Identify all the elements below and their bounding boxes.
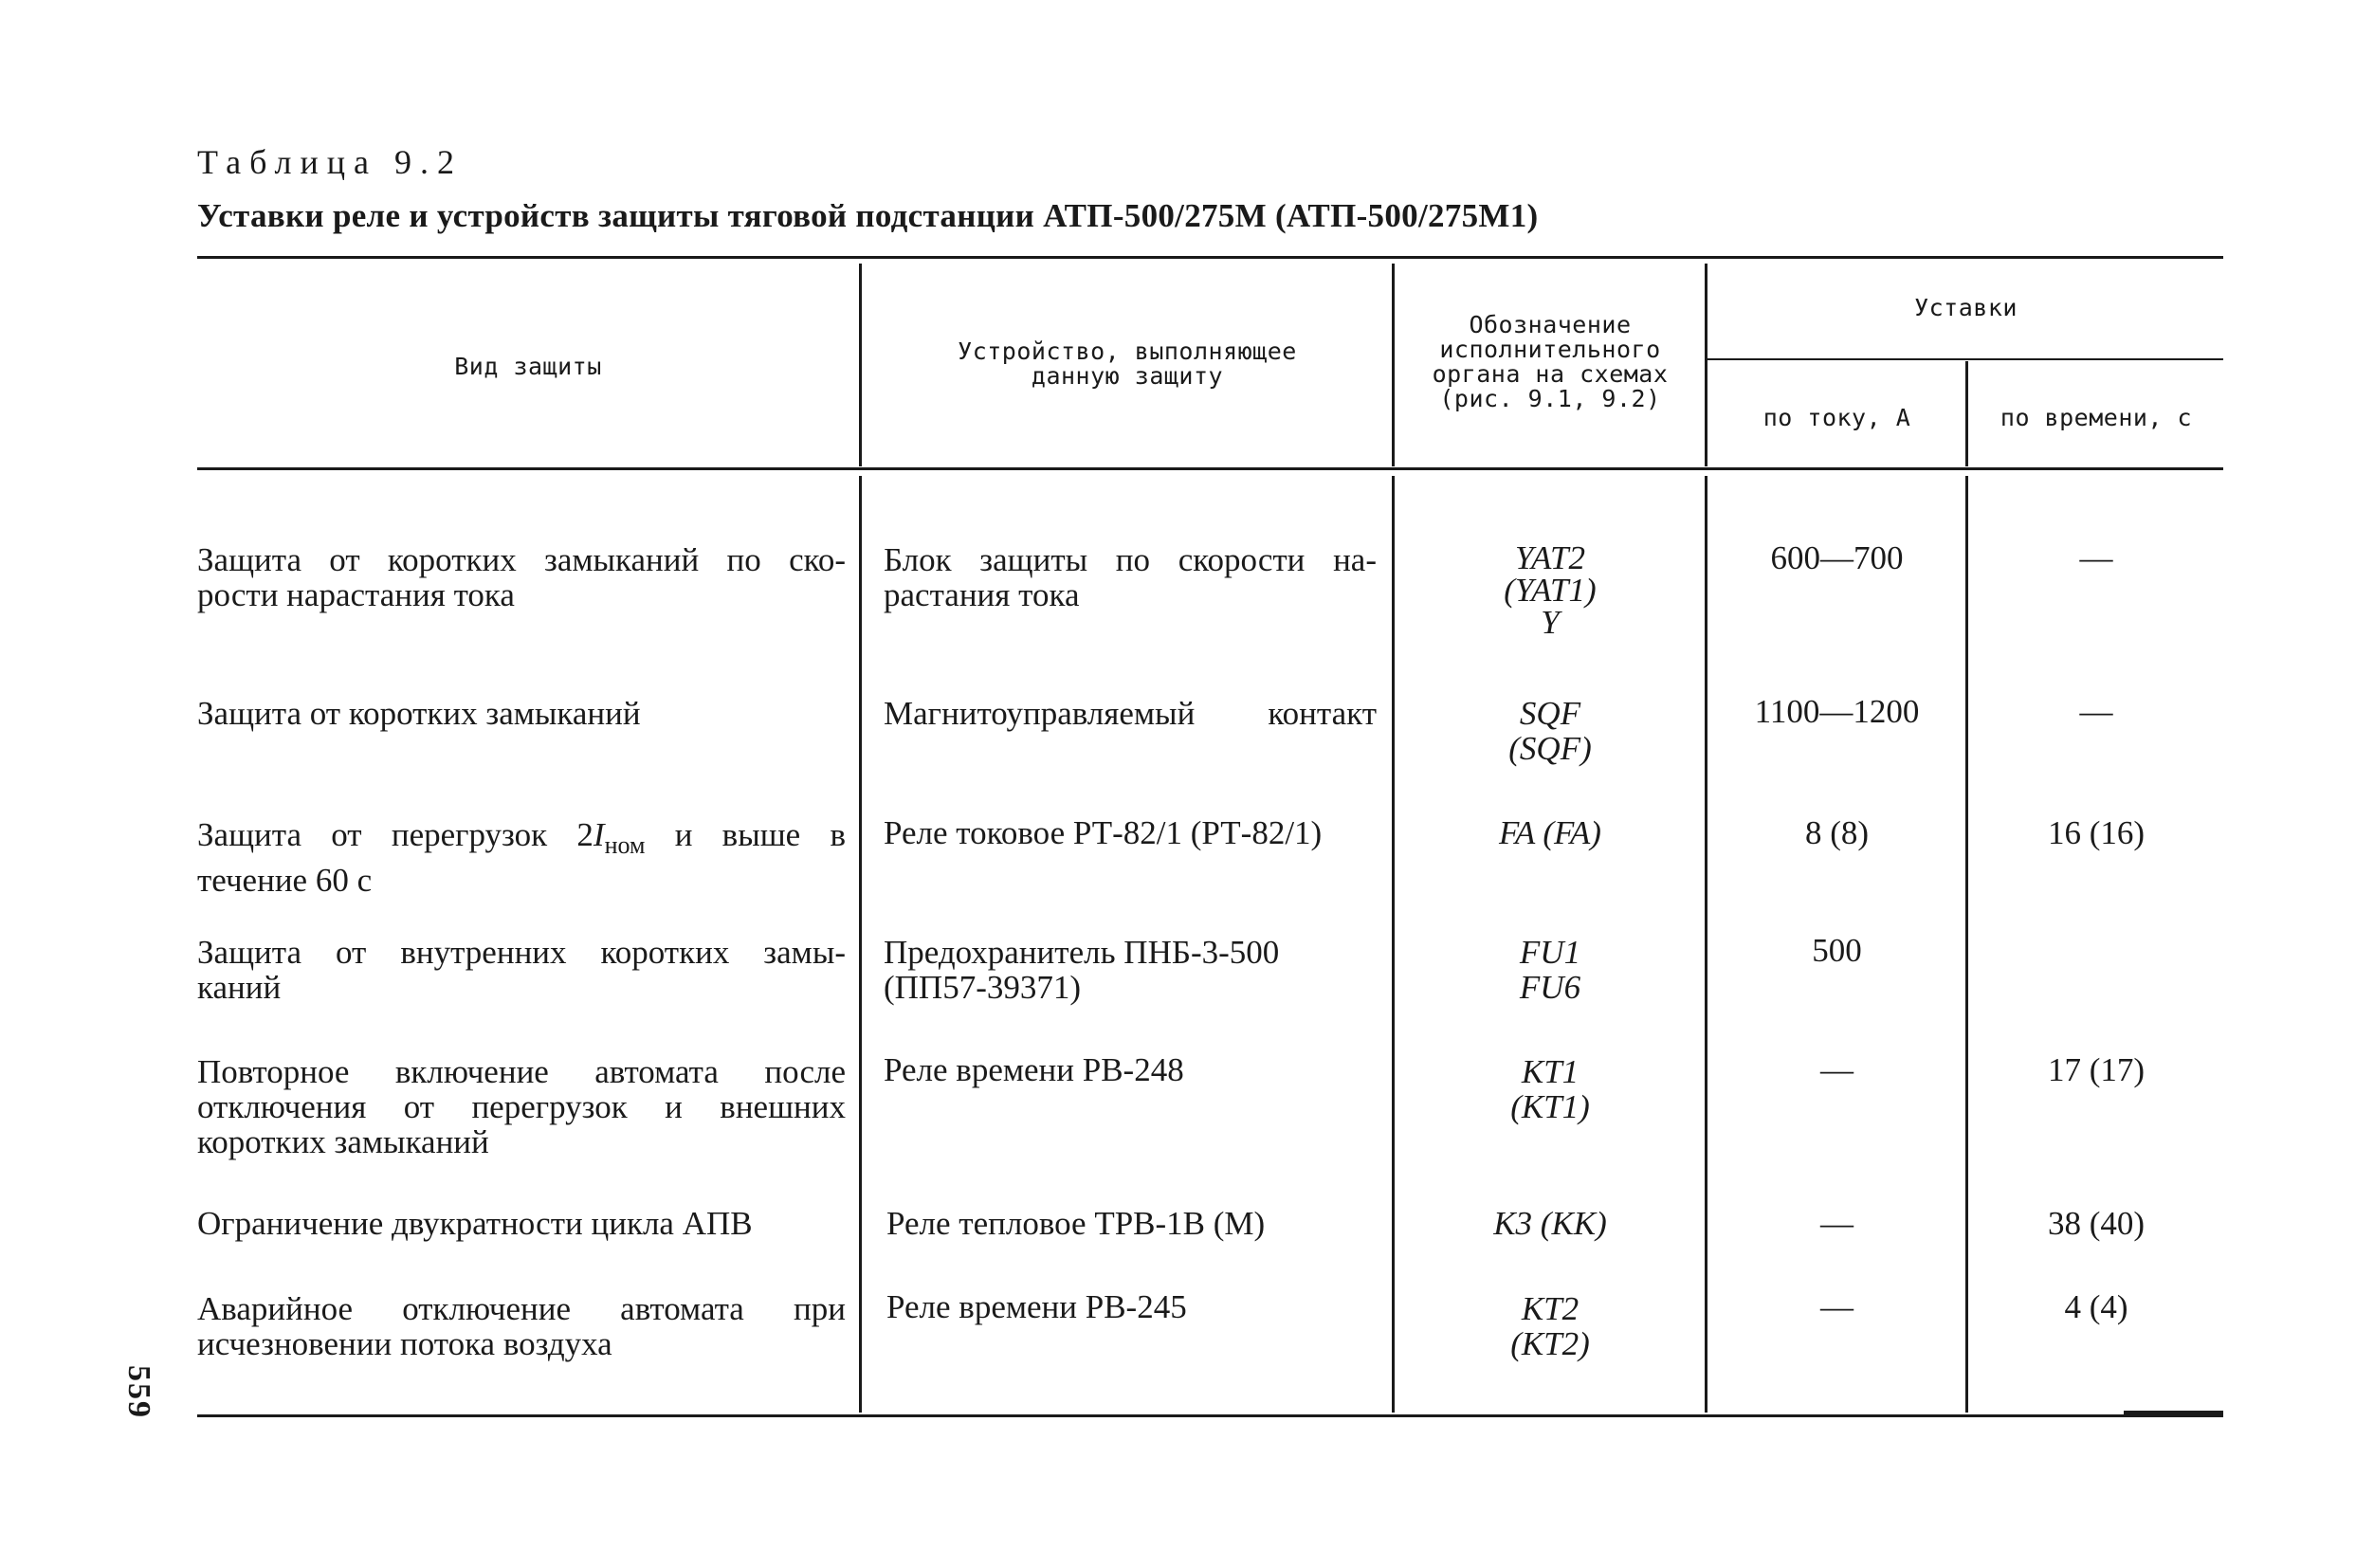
header-bottom-rule — [197, 467, 2223, 470]
row-1-code-line-3: Y — [1541, 604, 1560, 641]
row-7-type-line-1: Аварийное отключение автомата при — [197, 1290, 846, 1327]
row-2-code-line-2: (SQF) — [1508, 730, 1592, 767]
table-row-6-type: Ограничение двукратности цикла АПВ — [197, 1205, 753, 1242]
row-3-type-current-symbol: I — [593, 816, 605, 853]
row-5-code-line-2: (KT1) — [1510, 1088, 1590, 1125]
row-7-code-line-1: KT2 — [1521, 1290, 1580, 1327]
header-designation-line-3: органа на схемах — [1432, 360, 1669, 388]
header-settings-text: Уставки — [1914, 294, 2018, 321]
table-row-3-code: FA (FA) — [1499, 814, 1601, 851]
row-2-code-line-1: SQF — [1519, 695, 1581, 732]
header-device-line-2: данную защиту — [1031, 362, 1224, 390]
header-protection-type — [197, 355, 859, 379]
header-settings-group — [1708, 296, 2223, 320]
table-row-4-current: 500 — [1812, 932, 1862, 969]
header-designation-line-1: Обозначение — [1469, 311, 1632, 338]
header-divider-1 — [859, 264, 862, 466]
header-current — [1708, 406, 1965, 430]
table-row-1-device — [884, 542, 1377, 612]
row-3-type-line-1 — [197, 817, 846, 863]
row-4-code-line-2: FU6 — [1519, 969, 1581, 1006]
table-row-5-current: — — [1820, 1051, 1854, 1088]
row-3-type-text-b: и выше в — [645, 816, 846, 853]
header-time — [1969, 406, 2223, 430]
table-row-3-device: Реле токовое РТ-82/1 (РТ-82/1) — [884, 814, 1323, 851]
header-designation-line-4: (рис. 9.1, 9.2) — [1439, 385, 1661, 412]
table-row-4-device — [884, 935, 1386, 1005]
table-row-6-current: — — [1820, 1205, 1854, 1242]
bottom-rule-tail — [2124, 1411, 2223, 1414]
table-row-3-type — [197, 817, 846, 898]
row-2-device-line-1: Магнитоуправляемый контакт — [884, 695, 1377, 732]
table-row-7-device: Реле времени РВ-245 — [886, 1288, 1187, 1325]
row-4-device-line-1: Предохранитель ПНБ-3-500 — [884, 934, 1280, 971]
table-row-2-code — [1396, 696, 1705, 766]
row-7-type-line-2: исчезновении потока воздуха — [197, 1325, 612, 1362]
table-row-6-time: 38 (40) — [2047, 1205, 2146, 1242]
table-row-7-current: — — [1820, 1288, 1854, 1325]
table-row-5-code — [1396, 1054, 1705, 1124]
table-title: Уставки реле и устройств защиты тяговой подстанции АТП-500/275М (АТП-500/275М1) — [197, 197, 1539, 234]
body-divider-2 — [1392, 476, 1395, 1413]
header-designation-line-2: исполнительного — [1439, 336, 1661, 363]
table-row-1-code — [1396, 539, 1705, 641]
row-1-device-line-2: растания тока — [884, 576, 1080, 613]
row-5-type-line-3: коротких замыканий — [197, 1123, 489, 1160]
header-protection-type-text: Вид защиты — [454, 353, 602, 380]
table-row-5-time: 17 (17) — [2047, 1051, 2146, 1088]
header-time-text: по времени, с — [2000, 404, 2193, 431]
row-4-device-line-2: (ПП57-39371) — [884, 969, 1082, 1006]
body-divider-3 — [1705, 476, 1707, 1413]
table-row-4-code — [1396, 935, 1705, 1005]
table-row-4-type — [197, 935, 846, 1005]
header-designation — [1396, 313, 1705, 411]
row-1-device-line-1: Блок защиты по скорости на- — [884, 541, 1377, 578]
row-4-type-line-2: каний — [197, 969, 282, 1006]
row-3-type-text-a: Защита от перегрузок 2 — [197, 816, 594, 853]
table-row-5-type — [197, 1054, 846, 1159]
table-row-6-code: K3 (KK) — [1493, 1205, 1607, 1242]
page-number: 559 — [121, 1365, 156, 1419]
table-row-1-type — [197, 542, 846, 612]
row-1-code-line-1: YAT2 — [1514, 539, 1586, 576]
row-4-type-line-1: Защита от внутренних коротких замы- — [197, 934, 846, 971]
table-row-2-current: 1100—1200 — [1754, 693, 1920, 730]
body-divider-4 — [1965, 476, 1968, 1413]
row-1-type-line-2: рости нарастания тока — [197, 576, 515, 613]
header-current-text: по току, А — [1762, 404, 1911, 431]
row-5-type-line-1: Повторное включение автомата после — [197, 1053, 846, 1090]
row-1-type-line-1: Защита от коротких замыканий по ско- — [197, 541, 846, 578]
body-divider-1 — [859, 476, 862, 1413]
table-row-1-current: 600—700 — [1770, 539, 1904, 576]
table-row-3-time: 16 (16) — [2047, 814, 2146, 851]
row-3-type-line-2: течение 60 с — [197, 862, 373, 899]
table-number: Таблица 9.2 — [197, 143, 463, 181]
bottom-rule — [197, 1414, 2223, 1417]
header-divider-4 — [1965, 361, 1968, 466]
row-4-code-line-1: FU1 — [1519, 934, 1581, 971]
table-row-6-device: Реле тепловое ТРВ-1В (М) — [886, 1205, 1266, 1242]
group-header-rule — [1707, 358, 2223, 360]
row-5-code-line-1: KT1 — [1521, 1053, 1580, 1090]
row-5-type-line-2: отключения от перегрузок и внешних — [197, 1088, 846, 1125]
header-divider-2 — [1392, 264, 1395, 466]
table-row-7-time: 4 (4) — [2064, 1288, 2128, 1325]
table-row-2-type: Защита от коротких замыканий — [197, 695, 641, 732]
row-3-type-subscript: ном — [604, 831, 646, 859]
table-row-2-time: — — [2079, 693, 2113, 730]
table-row-7-code — [1396, 1291, 1705, 1361]
row-7-code-line-2: (KT2) — [1510, 1325, 1590, 1362]
top-rule — [197, 256, 2223, 259]
row-1-code-line-2: (YAT1) — [1504, 572, 1597, 609]
header-divider-3 — [1705, 264, 1707, 466]
header-device — [863, 339, 1392, 389]
table-row-2-device — [884, 696, 1377, 731]
table-row-1-time: — — [2079, 539, 2113, 576]
table-row-5-device: Реле времени РВ-248 — [884, 1051, 1184, 1088]
table-row-3-current: 8 (8) — [1804, 814, 1870, 851]
table-row-7-type — [197, 1291, 846, 1361]
header-device-line-1: Устройство, выполняющее — [958, 337, 1297, 365]
